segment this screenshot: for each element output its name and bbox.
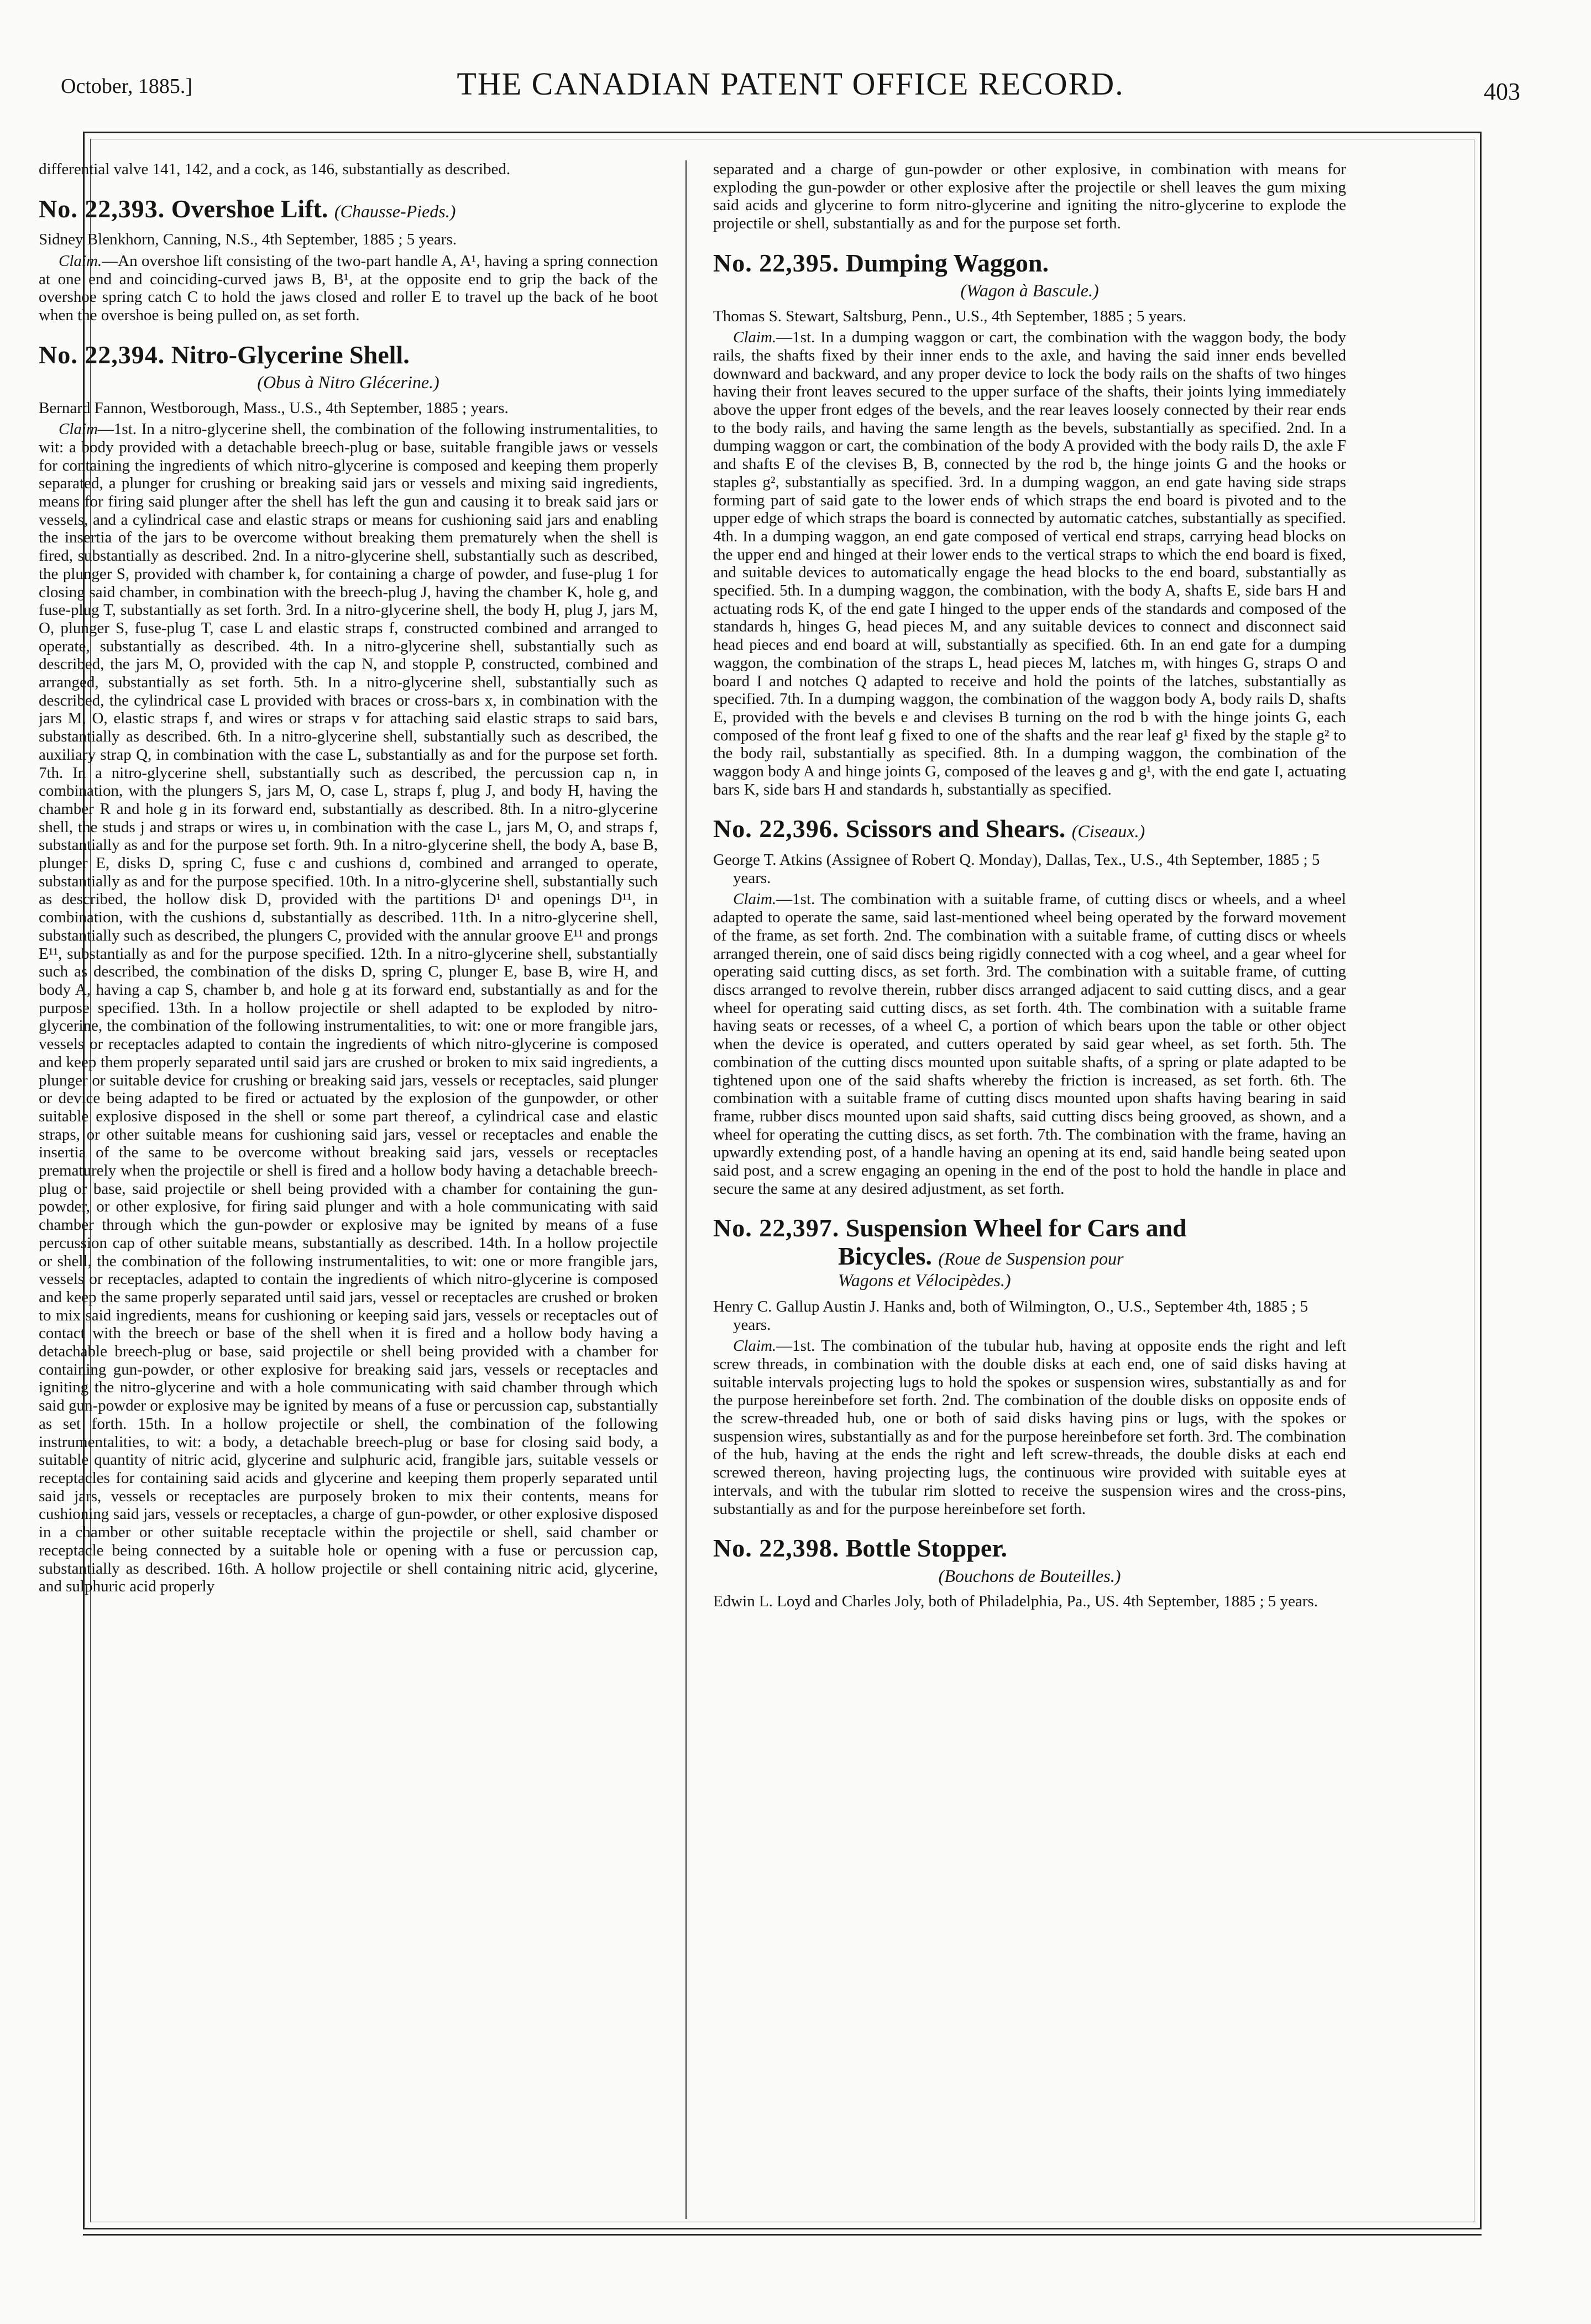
patent-claim [713,328,1346,798]
page-header [61,65,1520,109]
patent-heading [713,249,1346,278]
claim-text: —1st. The combination with a suitable frame, of cutting discs or wheels, and a wheel adapted to operate the same, said last-mentioned wheel being operated by the forward movement of the frame, as set forth. 2nd. The combination with a suitable frame, of cutting discs or wheels arranged therein, one of said discs being rigidly connected with a cog wheel, and a gear wheel for operating said cutting discs, as set forth. 3rd. The combination with a suitable frame, of cutting discs arranged to revolve therein, rubber discs arranged adjacent to said cutting discs, and a gear wheel for operating said cutting discs, as set forth. 4th. The combination with a suitable frame having seats or recesses, of a wheel C, a portion of which bears upon the table or other object when the device is operated, and cutters operated by said gear wheel, as set forth. 5th. The combination of the cutting discs mounted upon suitable shafts, of a spring or plate adapted to be tightened upon one of the said shafts whereby the friction is increased, as set forth. 6th. The combination with a suitable frame of cutting discs mounted upon shafts having bearing in said frame, rubber discs mounted upon said shafts, said cutting discs being grooved, as shown, and a wheel for operating the cutting discs, as set forth. 7th. The combination with the frame, having an upwardly extending post, of a handle having an opening at its end, said handle being seated upon said post, and a screw engaging an opening in the end of the post to hold the handle in place and secure the same at any desired adjustment, as set forth. [713,890,1346,1198]
patent-title: Nitro-Glycerine Shell. [171,340,410,369]
patent-inventor: Bernard Fannon, Westborough, Mass., U.S., 4th September, 1885 ; years. [39,399,509,417]
patent-claim [713,1337,1346,1518]
claim-label: Claim. [733,890,777,908]
carryover-text: separated and a charge of gun-powder or other explosive, in combination with means for exploding the gun-powder or other explosive after the projectile or shell leaves the gum mixing said acids and glycerine to form nitro-glycerine and igniting the nitro-glycerine to explode the projectile or shell, substantially as and for the purpose set forth. [713,160,1346,233]
patent-french-title: (Ciseaux.) [1071,821,1145,842]
patent-22397 [713,1214,1346,1518]
left-column [39,160,658,2302]
patent-french-title: (Chausse-Pieds.) [334,201,456,221]
patent-inventor: Edwin L. Loyd and Charles Joly, both of Philadelphia, Pa., US. 4th September, 1885 ; 5 years. [713,1592,1318,1610]
column-divider [685,160,687,2219]
patent-title: Bottle Stopper. [845,1534,1007,1563]
claim-text: —1st. In a nitro-glycerine shell, the combination of the following instrumentalities, to wit: a body provided with a detachable breech-plug or base, suitable frangible jaws or vessels for containing the ingredients of which nitro-glycerine is composed and keeping them properly separated, a plunger for crushing or breaking said jars or vessels and mixing said ingredients, means for firing said plunger after the shell has left the gun and causing it to break said jars or vessels, and a cylindrical case and elastic straps or means for cushioning said jars and enabling the insertia of the jars to be overcome without breaking them prematurely when the shell is fired, substantially as described. 2nd. In a nitro-glycerine shell, substantially such as described, the plunger S, provided with chamber k, for containing a charge of powder, and fuse-plug 1 for closing said chamber, in combination with the breech-plug J, having the chamber K, hole g, and fuse-plug T, substantially as set forth. 3rd. In a nitro-glycerine shell, the body H, plug J, jars M, O, plunger S, fuse-plug T, case L and elastic straps f, constructed combined and arranged to operate, substantially as described. 4th. In a nitro-glycerine shell, substantially such as described, the jars M, O, provided with the cap N, and stopple P, constructed, combined and arranged, substantially as set forth. 5th. In a nitro-glycerine shell, substantially such as described, the cylindrical case L provided with braces or cross-bars x, in combination with the jars M, O, elastic straps f, and wires or straps v for attaching said elastic straps to said bars, substantially as described. 6th. In a nitro-glycerine shell, substantially such as described, the auxiliary strap Q, in combination with the case L, substantially as and for the purpose set forth. 7th. In a nitro-glycerine shell, substantially such as described, the percussion cap n, in combination, with the plungers S, jars M, O, case L, straps f, plug J, and body H, having the chamber R and hole g in its forward end, substantially as described. 8th. In a nitro-glycerine shell, the studs j and straps or wires u, in combination with the case L, jars M, O, and straps f, substantially as and for the purpose set forth. 9th. In a nitro-glycerine shell, the body A, base B, plunger E, disks D, spring C, fuse c and cushions d, combined and arranged to operate, substantially as and for the purpose specified. 10th. In a nitro-glycerine shell, substantially such as described, the hollow disk D, provided with the partitions D¹ and openings D¹¹, in combination, with the cushions d, substantially as described. 11th. In a nitro-glycerine shell, substantially such as described, the plungers C, provided with the annular groove E¹¹ and prongs E¹¹, substantially as and for the purpose specified. 12th. In a nitro-glycerine shell, substantially such as described, the combination of the disks D, spring C, plunger E, base B, wire H, and body A, having a cap S, chamber b, and hole g at its forward end, substantially as and for the purpose specified. 13th. In a hollow projectile or shell adapted to be exploded by nitro-glycerine, the combination of the following instrumentalities, to wit: one or more frangible jars, vessels or receptacles adapted to contain the ingredients of which nitro-glycerine is composed and keep them properly separated until said jars are crushed or broken to mix said ingredients, a plunger or suitable device for crushing or breaking said jars, vessels or receptacles, said plunger or device being adapted to be fired or actuated by the explosion of the gunpowder, or other suitable explosive disposed in the shell or some part thereof, a cylindrical case and elastic straps, or other suitable means for cushioning said jars, vessel or receptacles and enable the insertia of the same to be overcome without breaking said jars, vessels or receptacles prematurely when the projectile or shell is fired and a hollow body having a detachable breech-plug or base, said projectile or shell being provided with a chamber for containing the gun-powder, or other explosive, for firing said plunger and with a hole communicating with said chamber through which the gun-powder or explosive may be ignited by means of a fuse percussion cap of other suitable means, substantially as described. 14th. In a hollow projectile or shell, the combination of the following instrumentalities, to wit: one or more frangible jars, vessels or receptacles, adapted to contain the ingredients of which nitro-glycerine is composed and keep the same properly separated until said jars, vessel or receptacles are crushed or broken to mix said ingredients, means for cushioning or keeping said jars, vessels or receptacles out of contact with the breech or base of the shell when it is fired and a hollow body having a detachable breech-plug or base, said projectile or shell being provided with a chamber for containing gun-powder, or other explosive for breaking said jars, vessels or receptacles and igniting the nitro-glycerine and with a hole communicating with said chamber through which said gun-powder or explosive may be ignited by means of a fuse or percussion cap, substantially as set forth. 15th. In a hollow projectile or shell, the combination of the following instrumentalities, to wit: a body, a detachable breech-plug or base for closing said body, a suitable quantity of nitric acid, glycerine and sulphuric acid, frangible jars, suitable vessels or receptacles for containing said acids and glycerine and keeping them properly separated until said jars, vessels or receptacles are purposely broken to mix their contents, means for cushioning said jars, vessels or receptacles, a charge of gun-powder, or other explosive disposed in a chamber or other suitable receptacle within the projectile or shell, said chamber or receptacle being connected by a suitable hole or opening with a fuse or percussion cap, substantially as described. 16th. A hollow projectile or shell containing nitric acid, glycerine, and sulphuric acid properly [39,420,658,1596]
patent-french-title: (Wagon à Bascule.) [960,280,1099,301]
patent-number: No. 22,398. [713,1534,840,1563]
patent-heading [39,341,658,369]
claim-label: Claim. [59,252,102,270]
patent-heading [713,1214,1346,1289]
patent-title-line-1: Suspension Wheel for Cars and [845,1214,1187,1242]
patent-title: Dumping Waggon. [845,248,1049,277]
patent-inventor: Thomas S. Stewart, Saltsburg, Penn., U.S., 4th September, 1885 ; 5 years. [713,307,1187,325]
claim-label: Claim. [733,1337,777,1355]
patent-claim [39,252,658,325]
patent-22396 [713,815,1346,1198]
patent-inventor: Sidney Blenkhorn, Canning, N.S., 4th September, 1885 ; 5 years. [39,231,457,249]
patent-22395 [713,249,1346,799]
claim-text: —1st. The combination of the tubular hub, having at opposite ends the right and left screw threads, in combination with the double disks at each end, one of said disks having at suitable intervals projecting lugs to hold the spokes or suspension wires, substantially as and for the purpose hereinbefore set forth. 2nd. The combination of the double disks on opposite ends of the screw-threaded hub, one or both of said disks having pins or lugs, with the spokes or suspension wires, substantially as and for the purpose hereinbefore set forth. 3rd. The combination of the hub, having at the ends the right and left screw-threads, the double disks at each end screwed thereon, having projecting lugs, the continuous wire provided with suitable eyes at intervals, and with the tubular rim slotted to receive the suspension wires and the cross-pins, substantially as and for the purpose hereinbefore set forth. [713,1337,1346,1518]
patent-title-line-2-text: Bicycles. [838,1242,932,1271]
patent-title-line-2 [713,1242,1346,1271]
carryover-text: differential valve 141, 142, and a cock, as 146, substantially as described. [39,160,511,178]
claim-text: —An overshoe lift consisting of the two-part handle A, A¹, having a spring connection at one end and coinciding-curved jaws B, B¹, at the opposite end to grip the back of the overshoe spring catch C to hold the jaws closed and roller E to travel up the back of he boot when the overshoe is being pulled on, as set forth. [39,252,658,325]
claim-label: Claim [59,420,98,438]
patent-number: No. 22,396. [713,814,840,843]
right-column [713,160,1346,2302]
patent-heading [713,1534,1346,1563]
page-number: 403 [1484,78,1520,105]
patent-claim [713,890,1346,1198]
patent-french-title: (Bouchons de Bouteilles.) [938,1565,1121,1586]
patent-number: No. 22,394. [39,340,165,369]
patent-22398 [713,1534,1346,1610]
patent-claim [39,420,658,1596]
patent-french-title: (Obus à Nitro Glécerine.) [257,372,439,393]
claim-label: Claim. [733,328,777,347]
patent-22394 [39,341,658,1596]
patent-french-title-cont: Wagons et Vélocipèdes.) [838,1270,1011,1290]
patent-heading [713,815,1346,843]
patent-title: Overshoe Lift. [171,194,328,223]
patent-22393 [39,195,658,325]
patent-number: No. 22,395. [713,248,840,277]
patent-number: No. 22,397. [713,1214,840,1242]
patent-inventor: Henry C. Gallup Austin J. Hanks and, both of Wilmington, O., U.S., September 4th, 1885 ; 5 years. [713,1297,1309,1334]
publication-title: THE CANADIAN PATENT OFFICE RECORD. [457,66,1124,102]
patent-number: No. 22,393. [39,194,165,223]
patent-heading [39,195,658,223]
claim-text: —1st. In a dumping waggon or cart, the combination with the waggon body, the body rails, the shafts fixed by their inner ends to the axle, and having the said inner ends bevelled downward and backward, and any proper device to lock the body rails on the shafts of two hinges having their front leaves secured to the upper surface of the shafts, their joints lying immediately above the upper front edges of the bevels, and the rear leaves loosely connected by their rear ends to the body rails, and having the same length as the bevels, substantially as specified. 2nd. In a dumping waggon or cart, the combination of the body A provided with the body rails D, the axle F and shafts E of the clevises B, B, connected by the rod b, the hinge joints G and the hooks or staples g², substantially as specified. 3rd. In a dumping waggon, an end gate having side straps forming part of said gate to the lower ends of which straps the end board is pivoted and to the upper edge of which straps the board is connected by automatic catches, substantially as specified. 4th. In a dumping waggon, an end gate composed of vertical end straps, carrying head blocks on the upper end and hinged at their lower ends to the vertical straps to which the end board is fixed, and suitable devices to automatically engage the head blocks to the end board, substantially as specified. 5th. In a dumping waggon, the combination, with the body A, shafts E, side bars H and actuating rods K, of the end gate I hinged to the upper ends of the standards and composed of the standards h, hinges G, head pieces M, and any suitable devices to connect and disconnect said head pieces and end board at will, substantially as specified. 6th. In an end gate for a dumping waggon, the combination of the straps L, head pieces M, latches m, with hinges G, straps O and board I and notches Q adapted to receive and hold the points of the latches, substantially as specified. 7th. In a dumping waggon, the combination of the waggon body A, body rails D, shafts E, provided with the bevels e and clevises B turning on the rod b with the hinge joints G, each composed of the front leaf g fixed to one of the shafts and the rear leaf g¹ fixed by the staple g² to the body rail, substantially as specified. 8th. In a dumping waggon, the combination of the waggon body A and hinge joints G, composed of the leaves g and g¹, with the end gate I, actuating bars K, side bars H and standards h, substantially as specified. [713,328,1346,798]
patent-french-title: (Roue de Suspension pour [938,1249,1124,1269]
patent-inventor: George T. Atkins (Assignee of Robert Q. Monday), Dallas, Tex., U.S., 4th September, 1885 ; 5 years. [713,851,1320,887]
header-date: October, 1885.] [61,75,193,98]
patent-title: Scissors and Shears. [845,814,1066,843]
